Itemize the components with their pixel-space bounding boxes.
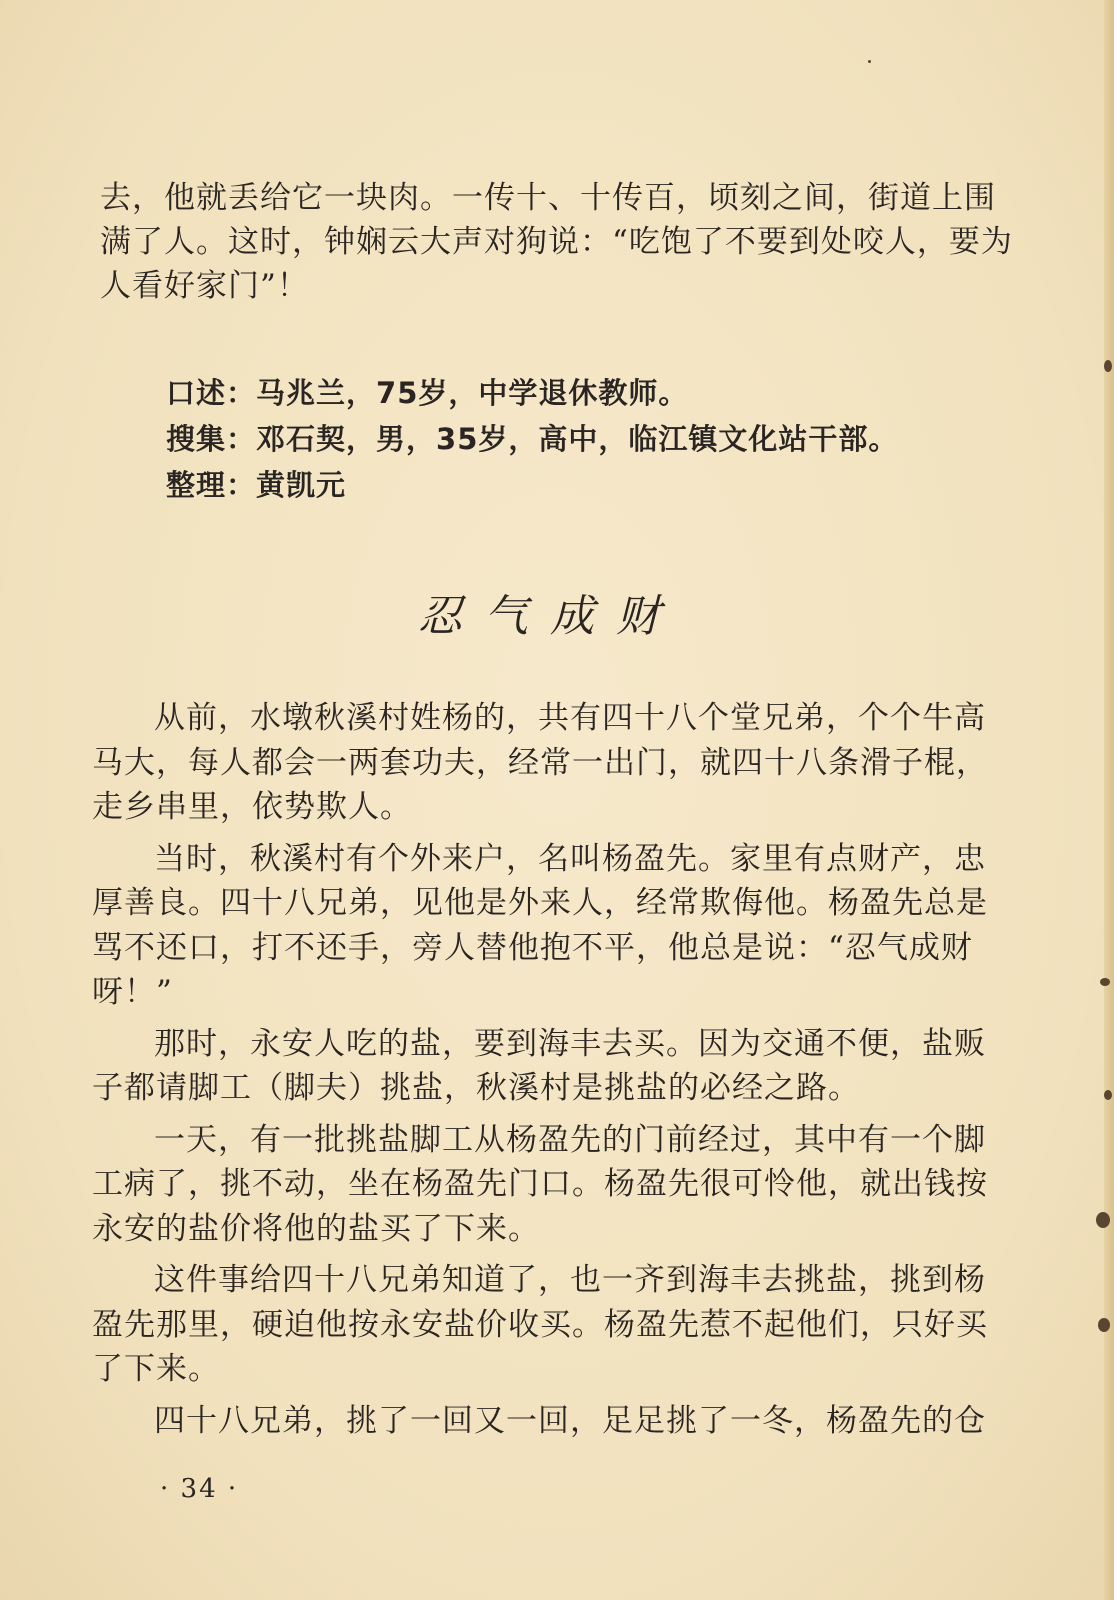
paper-speck [1096, 1212, 1110, 1228]
paper-speck [1100, 978, 1110, 986]
page-number: · 34 · [160, 1474, 239, 1504]
narrator-label: 口述： [166, 376, 257, 410]
page-edge [1104, 0, 1114, 1600]
narrator-value: 马兆兰，75岁，中学退休教师。 [256, 376, 689, 410]
editor-label: 整理： [166, 468, 257, 502]
collector-label: 搜集： [166, 422, 257, 456]
paper-speck [868, 60, 871, 63]
paper-speck [1098, 1318, 1110, 1332]
story-paragraph: 一天，有一批挑盐脚工从杨盈先的门前经过，其中有一个脚工病了，挑不动，坐在杨盈先门口。杨盈先很可怜他，就出钱按永安的盐价将他的盐买了下来。 [92, 1121, 988, 1247]
continued-paragraph [100, 176, 1018, 308]
editor-value: 黄凯元 [256, 468, 347, 502]
story-paragraph: 这件事给四十八兄弟知道了，也一齐到海丰去挑盐，挑到杨盈先那里，硬迫他按永安盐价收买。杨盈先惹不起他们，只好买了下来。 [92, 1262, 988, 1387]
collector-value: 邓石契，男，35岁，高中，临江镇文化站干部。 [256, 422, 899, 456]
story-body [92, 696, 1014, 1450]
story-paragraph: 从前，水墩秋溪村姓杨的，共有四十八个堂兄弟，个个牛高马大，每人都会一两套功夫，经常一出门，就四十八条滑子棍，走乡串里，依势欺人。 [92, 700, 988, 825]
narrator-line [166, 370, 966, 416]
collector-line [166, 416, 966, 462]
paper-speck [1104, 1090, 1112, 1100]
story-title: 忍气成财 [418, 591, 682, 642]
paper-speck [1104, 360, 1112, 372]
credits-block [166, 370, 966, 508]
story-paragraph: 那时，永安人吃的盐，要到海丰去买。因为交通不便，盐贩子都请脚工（脚夫）挑盐，秋溪村是挑盐的必经之路。 [92, 1025, 986, 1106]
continued-paragraph-text: 去，他就丢给它一块肉。一传十、十传百，顷刻之间，街道上围满了人。这时，钟娴云大声对狗说：“吃饱了不要到处咬人，要为人看好家门”！ [100, 180, 1013, 304]
editor-line [166, 462, 966, 508]
story-paragraph: 当时，秋溪村有个外来户，名叫杨盈先。家里有点财产，忠厚善良。四十八兄弟，见他是外来人，经常欺侮他。杨盈先总是骂不还口，打不还手，旁人替他抱不平，他总是说：“忍气成财呀！” [92, 840, 988, 1010]
story-paragraph: 四十八兄弟，挑了一回又一回，足足挑了一冬，杨盈先的仓 [154, 1402, 986, 1439]
